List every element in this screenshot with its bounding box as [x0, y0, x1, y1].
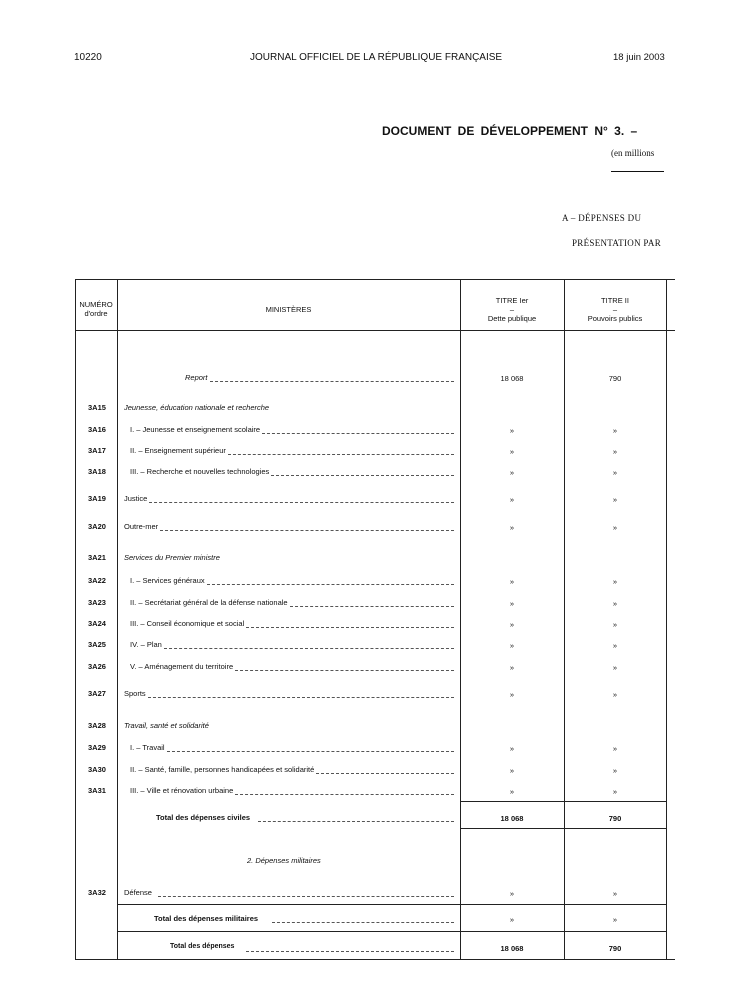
header-titre1-sub: Dette publique [487, 314, 537, 323]
row-code: 3A26 [88, 662, 106, 671]
defense-titre2: » [612, 889, 618, 898]
journal-title: JOURNAL OFFICIEL DE LA RÉPUBLIQUE FRANÇAISE [250, 52, 503, 63]
row-titre2-value: » [612, 447, 618, 456]
total-civiles-rule-bottom [460, 828, 666, 829]
row-titre1-value: » [509, 426, 515, 435]
header-titre1-dash: – [509, 305, 515, 314]
row-leader [271, 475, 454, 476]
defense-leader [158, 896, 454, 897]
row-label: I. – Jeunesse et enseignement scolaire [130, 425, 261, 434]
row-titre1-value: » [509, 620, 515, 629]
col-rule-code [117, 279, 118, 959]
row-code: 3A20 [88, 522, 106, 531]
header-numero [75, 300, 117, 318]
row-label: Report [185, 373, 208, 382]
total-rule-top [117, 931, 666, 932]
row-label: II. – Secrétariat général de la défense nationale [130, 598, 288, 607]
row-code: 3A22 [88, 576, 106, 585]
row-titre1-value: » [509, 766, 515, 775]
row-titre2-value: » [612, 744, 618, 753]
row-code: 3A21 [88, 553, 106, 562]
col-rule-right [666, 279, 667, 959]
header-numero-label: NUMÉRO [79, 300, 113, 309]
row-titre2-value: 790 [608, 374, 622, 383]
total-civiles-titre1: 18 068 [500, 814, 524, 823]
row-titre2-value: » [612, 663, 618, 672]
row-leader [290, 606, 454, 607]
row-label: III. – Ville et rénovation urbaine [130, 786, 234, 795]
row-code: 3A31 [88, 786, 106, 795]
row-code: 3A23 [88, 598, 106, 607]
total-civiles-leader [258, 821, 454, 822]
row-leader [246, 627, 454, 628]
row-titre1-value: 18 068 [500, 374, 524, 383]
row-label: Sports [124, 689, 146, 698]
row-titre2-value: » [612, 641, 618, 650]
header-ministeres: MINISTÈRES [265, 305, 312, 314]
row-code: 3A17 [88, 446, 106, 455]
total-titre2: 790 [608, 944, 622, 953]
section-militaires: 2. Dépenses militaires [247, 856, 321, 865]
row-titre2-value: » [612, 495, 618, 504]
section-heading: A – DÉPENSES DU [562, 213, 642, 223]
header-bottom-rule [75, 330, 675, 331]
total-militaires-titre1: » [509, 915, 515, 924]
row-titre2-value: » [612, 577, 618, 586]
total-militaires-leader [272, 922, 454, 923]
row-titre1-value: » [509, 641, 515, 650]
defense-label: Défense [124, 888, 152, 897]
row-label: III. – Conseil économique et social [130, 619, 245, 628]
row-titre1-value: » [509, 468, 515, 477]
row-code: 3A24 [88, 619, 106, 628]
row-label: Justice [124, 494, 148, 503]
row-code: 3A30 [88, 765, 106, 774]
header-titre1-label: TITRE Ier [495, 296, 529, 305]
row-leader [262, 433, 454, 434]
row-label: I. – Travail [130, 743, 165, 752]
row-leader [164, 648, 454, 649]
row-label: II. – Santé, famille, personnes handicapées et solidarité [130, 765, 315, 774]
row-titre2-value: » [612, 523, 618, 532]
total-militaires-rule-top [117, 904, 666, 905]
row-code: 3A27 [88, 689, 106, 698]
unit-note: (en millions [611, 148, 655, 158]
row-titre2-value: » [612, 599, 618, 608]
col-rule-left [75, 279, 76, 959]
row-leader [228, 454, 454, 455]
row-titre1-value: » [509, 599, 515, 608]
table-bottom-rule [75, 959, 675, 960]
total-leader [246, 951, 454, 952]
row-leader [235, 794, 454, 795]
row-leader [148, 697, 454, 698]
row-titre2-value: » [612, 690, 618, 699]
row-titre2-value: » [612, 787, 618, 796]
header-titre2-dash: – [612, 305, 618, 314]
row-label: IV. – Plan [130, 640, 162, 649]
table-top-rule [75, 279, 675, 280]
row-leader [149, 502, 454, 503]
row-code: 3A15 [88, 403, 106, 412]
total-civiles-rule-top [460, 801, 666, 802]
row-leader [316, 773, 454, 774]
total-militaires-label: Total des dépenses militaires [154, 914, 259, 923]
row-titre1-value: » [509, 495, 515, 504]
row-leader [207, 584, 454, 585]
total-civiles-label: Total des dépenses civiles [156, 813, 251, 822]
row-label: V. – Aménagement du territoire [130, 662, 234, 671]
header-titre2 [564, 296, 666, 323]
row-label: Jeunesse, éducation nationale et recherche [124, 403, 270, 412]
header-titre2-sub: Pouvoirs publics [587, 314, 643, 323]
row-code: 3A18 [88, 467, 106, 476]
row-label: II. – Enseignement supérieur [130, 446, 226, 455]
row-label: I. – Services généraux [130, 576, 205, 585]
row-label: Outre-mer [124, 522, 159, 531]
header-titre2-label: TITRE II [601, 296, 629, 305]
header-titre1 [460, 296, 564, 323]
row-label: III. – Recherche et nouvelles technologies [130, 467, 270, 476]
row-titre1-value: » [509, 663, 515, 672]
defense-code: 3A32 [88, 888, 106, 897]
row-leader [167, 751, 454, 752]
row-leader [235, 670, 454, 671]
publication-date: 18 juin 2003 [613, 52, 665, 63]
row-titre2-value: » [612, 426, 618, 435]
row-titre1-value: » [509, 447, 515, 456]
row-label: Services du Premier ministre [124, 553, 220, 562]
header-ordre-label: d'ordre [84, 309, 108, 318]
total-civiles-titre2: 790 [608, 814, 622, 823]
total-titre1: 18 068 [500, 944, 524, 953]
row-code: 3A29 [88, 743, 106, 752]
row-code: 3A19 [88, 494, 106, 503]
row-leader [210, 381, 454, 382]
row-code: 3A25 [88, 640, 106, 649]
presentation-heading: PRÉSENTATION PAR [572, 238, 662, 248]
row-titre1-value: » [509, 690, 515, 699]
row-code: 3A28 [88, 721, 106, 730]
row-titre2-value: » [612, 468, 618, 477]
total-militaires-titre2: » [612, 915, 618, 924]
row-titre1-value: » [509, 787, 515, 796]
row-titre2-value: » [612, 766, 618, 775]
row-leader [160, 530, 454, 531]
row-titre2-value: » [612, 620, 618, 629]
page-number: 10220 [74, 52, 102, 63]
document-title: DOCUMENT DE DÉVELOPPEMENT N° 3. – [382, 124, 638, 138]
row-titre1-value: » [509, 577, 515, 586]
total-label: Total des dépenses [170, 943, 235, 950]
row-code: 3A16 [88, 425, 106, 434]
defense-titre1: » [509, 889, 515, 898]
row-label: Travail, santé et solidarité [124, 721, 209, 730]
row-titre1-value: » [509, 523, 515, 532]
row-titre1-value: » [509, 744, 515, 753]
